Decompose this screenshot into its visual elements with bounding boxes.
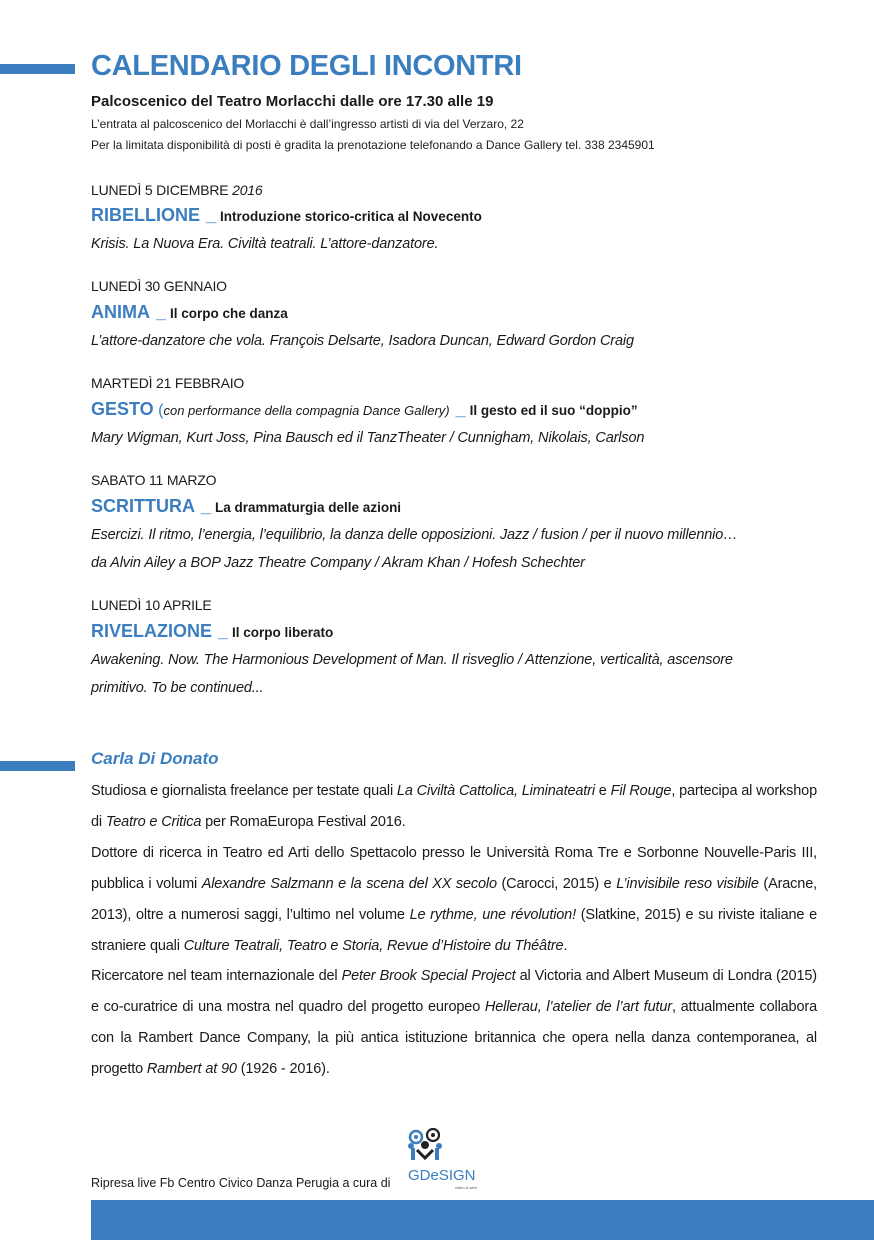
bio-text: (Slatkine, 2015) e su riviste italiane e straniere quali [91, 906, 817, 954]
bio-title: Culture Teatrali, Teatro e Storia, Revue d’Histoire du Théâtre [183, 937, 564, 954]
event-topic [91, 399, 638, 420]
event-description: Il corpo che danza [170, 306, 288, 321]
event-detail-line: da Alvin Ailey a BOP Jazz Theatre Company / Akram Khan / Hofesh Schechter [91, 555, 585, 571]
logo-figures-icon [408, 1129, 442, 1160]
bio-text: Dottore di ricerca in Teatro ed Arti dello Spettacolo presso le Università Roma Tre e Sorbonne Nouvelle-Paris III, pubblica i volumi [91, 844, 817, 892]
event-topic [91, 302, 288, 323]
event-date-label: MARTEDÌ 21 FEBBRAIO [91, 375, 245, 391]
bio-paragraph [91, 961, 817, 1085]
event-date-label: LUNEDÌ 10 APRILE [91, 597, 212, 613]
event-description: La drammaturgia delle azioni [215, 500, 402, 515]
bio-text: (Carocci, 2015) e [496, 875, 617, 892]
bio-paragraph [91, 776, 817, 838]
event-topic [91, 205, 482, 226]
event-separator: _ [218, 621, 229, 641]
event-detail-line: Mary Wigman, Kurt Joss, Pina Bausch ed il TanzTheater / Cunnigham, Nikolais, Carlson [91, 430, 645, 446]
event-year: 2016 [232, 182, 263, 198]
footer-credit: Ripresa live Fb Centro Civico Danza Perugia a cura di [91, 1176, 391, 1190]
event-date-label: SABATO 11 MARZO [91, 472, 217, 488]
bio-text: , attualmente collabora con la Rambert Dance Company, la più antica istituzione britannica che opera nella danza contemporanea, al progetto [91, 999, 817, 1078]
event-date [91, 182, 262, 198]
entrance-note: L’entrata al palcoscenico del Morlacchi è dall’ingresso artisti di via del Verzaro, 22 [91, 117, 524, 131]
gdesign-logo [403, 1128, 493, 1194]
event-performance-note: con performance della compagnia Dance Gallery) [163, 403, 450, 418]
event-detail-line: L’attore-danzatore che vola. François Delsarte, Isadora Duncan, Edward Gordon Craig [91, 333, 634, 349]
bio-text: , partecipa al workshop di [91, 783, 817, 830]
bio-text: Studiosa e giornalista freelance per testate quali [91, 783, 397, 799]
event-date [91, 597, 212, 613]
performance-paren: ( [158, 402, 164, 419]
bio-text: al Victoria and Albert Museum di Londra (2015) e co-curatrice di una mostra nel quadro del progetto europeo [91, 968, 817, 1016]
bio-title: Peter Brook Special Project [341, 968, 516, 985]
event-description: Il corpo liberato [232, 625, 334, 640]
author-bio [91, 776, 817, 1085]
event-date [91, 375, 244, 391]
bio-title: Hellerau, l’atelier de l’art futur [484, 999, 672, 1016]
event-keyword: GESTO [91, 399, 154, 419]
bio-title: Fil Rouge [610, 783, 672, 799]
bio-text: Ricercatore nel team internazionale del [91, 968, 342, 985]
venue-subtitle: Palcoscenico del Teatro Morlacchi dalle ore 17.30 alle 19 [91, 93, 494, 110]
event-keyword: ANIMA [91, 302, 150, 322]
logo-wordmark: GDeSIGN [408, 1167, 476, 1184]
event-keyword: RIVELAZIONE [91, 621, 213, 641]
bio-title: Le rythme, une révolution! [409, 906, 576, 923]
bio-title: La Civiltà Cattolica, Liminateatri [396, 783, 595, 799]
bio-title: L’invisibile reso visibile [616, 875, 759, 892]
bio-text: e [594, 783, 611, 799]
author-name: Carla Di Donato [91, 749, 219, 768]
bio-text: (Aracne, 2013), oltre a numerosi saggi, l’ultimo nel volume [91, 875, 817, 923]
bio-title: Rambert at 90 [146, 1061, 237, 1078]
event-date [91, 278, 227, 294]
event-description: Introduzione storico-critica al Novecento [220, 209, 482, 224]
event-separator: _ [201, 496, 212, 516]
bio-text: (1926 - 2016). [236, 1061, 330, 1078]
event-date [91, 472, 216, 488]
event-topic [91, 496, 401, 517]
event-date-label: LUNEDÌ 5 DICEMBRE [91, 182, 229, 198]
event-detail-line: primitivo. To be continued... [91, 680, 264, 696]
event-description: Il gesto ed il suo “doppio” [469, 403, 638, 418]
bio-text: per RomaEuropa Festival 2016. [201, 813, 406, 830]
event-topic [91, 621, 333, 642]
event-keyword: SCRITTURA [91, 496, 195, 516]
bio-paragraph [91, 838, 817, 962]
event-keyword: RIBELLIONE [91, 205, 201, 225]
bio-title: Teatro e Critica [105, 813, 202, 830]
event-date-label: LUNEDÌ 30 GENNAIO [91, 278, 227, 294]
logo-tagline: video & web [455, 1185, 477, 1190]
event-separator: _ [156, 302, 167, 322]
bio-title: Alexandre Salzmann e la scena del XX secolo [201, 875, 497, 892]
page-title: CALENDARIO DEGLI INCONTRI [91, 50, 522, 82]
booking-note: Per la limitata disponibilità di posti è gradita la prenotazione telefonando a Dance Gallery tel. 338 2345901 [91, 138, 655, 152]
event-detail-line: Esercizi. Il ritmo, l’energia, l’equilibrio, la danza delle opposizioni. Jazz / fusion / per il nuovo millennio… [91, 527, 738, 543]
footer-bar [91, 1200, 874, 1240]
event-detail-line: Krisis. La Nuova Era. Civiltà teatrali. L’attore-danzatore. [91, 236, 439, 252]
event-separator: _ [455, 399, 466, 419]
event-detail-line: Awakening. Now. The Harmonious Development of Man. Il risveglio / Attenzione, verticalità, ascensore [91, 652, 733, 668]
accent-bar-top [0, 64, 75, 74]
accent-bar-author [0, 761, 75, 771]
bio-text: . [563, 937, 568, 954]
event-separator: _ [206, 205, 217, 225]
